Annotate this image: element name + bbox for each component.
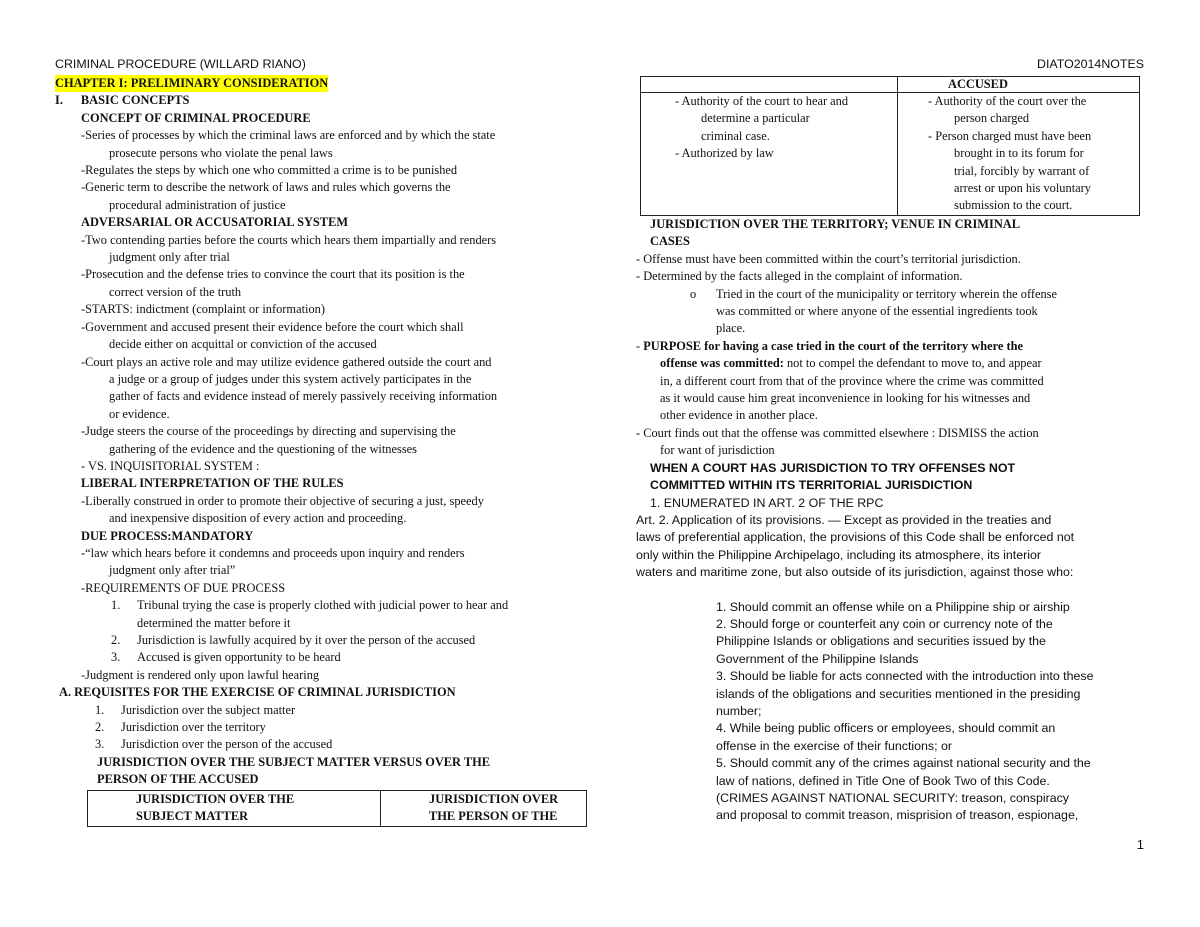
versus-title: JURISDICTION OVER THE SUBJECT MATTER VERSUS OVER THE — [97, 754, 491, 769]
section-number: I. — [55, 93, 63, 108]
doc-header-right: DIATO2014NOTES — [1037, 57, 1144, 71]
page-number: 1 — [1136, 837, 1144, 852]
territory-title: JURISDICTION OVER THE TERRITORY; VENUE IN CRIMINAL — [650, 217, 1020, 231]
text-line: -STARTS: indictment (complaint or information) — [81, 302, 325, 317]
territory-title-cont: CASES — [650, 234, 690, 249]
doc-header-left: CRIMINAL PROCEDURE (WILLARD RIANO) — [55, 57, 306, 71]
table-head-subject-matter: JURISDICTION OVER THE SUBJECT MATTER — [88, 791, 381, 827]
text-line: judgment only after trial” — [109, 563, 236, 578]
spacer — [636, 582, 1146, 599]
text-line: waters and maritime zone, but also outside of its jurisdiction, against those who: — [636, 565, 1074, 580]
text-line: -Liberally construed in order to promote their objective of securing a just, speedy — [81, 493, 484, 508]
bullet-icon: o — [690, 286, 697, 301]
text-line: -Judge steers the course of the proceedings by directing and supervising the — [81, 424, 456, 439]
list-item: 3. Should be liable for acts connected with the introduction into these — [716, 669, 1094, 684]
list-item: offense in the exercise of their functions; or — [716, 738, 953, 753]
text-line: gather of facts and evidence instead of merely passively receiving information — [109, 389, 498, 404]
list-item: 2. Should forge or counterfeit any coin or currency note of the — [716, 616, 1053, 631]
table-head-accused: ACCUSED — [898, 77, 1140, 93]
enum-title: 1. ENUMERATED IN ART. 2 OF THE RPC — [650, 495, 884, 510]
list-item: 3. Accused is given opportunity to be heard — [111, 650, 341, 665]
list-item: islands of the obligations and securities mentioned in the presiding — [716, 686, 1081, 701]
table-head-left-empty — [641, 77, 898, 93]
text-line: a judge or a group of judges under this system actively participates in the — [109, 371, 472, 386]
text-line: -Two contending parties before the courts which hears them impartially and renders — [81, 232, 497, 247]
text-line: decide either on acquittal or conviction of the accused — [109, 337, 377, 352]
text-line: place. — [716, 321, 746, 336]
text-line: -Court plays an active role and may utilize evidence gathered outside the court and — [81, 354, 492, 369]
list-item: 2. Jurisdiction over the territory — [95, 720, 266, 735]
list-item: 3. Jurisdiction over the person of the accused — [95, 737, 333, 752]
list-item: (CRIMES AGAINST NATIONAL SECURITY: treason, conspiracy — [716, 791, 1069, 805]
text-line: - Court finds out that the offense was committed elsewhere : DISMISS the action — [636, 425, 1039, 440]
when-title: WHEN A COURT HAS JURISDICTION TO TRY OFFENSES NOT — [650, 460, 1016, 475]
chapter-title: CHAPTER I: PRELIMINARY CONSIDERATION — [55, 76, 329, 90]
left-column — [55, 75, 600, 789]
text-line: in, a different court from that of the province where the crime was committed — [660, 373, 1044, 388]
text-line: only within the Philippine Archipelago, including its atmosphere, its interior — [636, 547, 1041, 562]
comparison-table-header — [87, 790, 587, 827]
comparison-table-body — [640, 76, 1140, 216]
section-heading — [55, 92, 600, 109]
text-line: -REQUIREMENTS OF DUE PROCESS — [81, 580, 286, 595]
list-item: 2. Jurisdiction is lawfully acquired by it over the person of the accused — [111, 633, 476, 647]
text-line: and inexpensive disposition of every action and proceeding. — [109, 511, 407, 526]
text-line: prosecute persons who violate the penal laws — [109, 145, 333, 160]
list-item: law of nations, defined in Title One of Book Two of this Code. — [716, 773, 1050, 788]
text-line: for want of jurisdiction — [660, 443, 775, 458]
text-line: -“law which hears before it condemns and proceeds upon inquiry and renders — [81, 545, 465, 560]
list-item: 1. Should commit an offense while on a Philippine ship or airship — [716, 599, 1070, 614]
text-line: - VS. INQUISITORIAL SYSTEM : — [81, 458, 260, 473]
text-line: -Prosecution and the defense tries to convince the court that its position is the — [81, 267, 465, 282]
adversarial-title: ADVERSARIAL OR ACCUSATORIAL SYSTEM — [81, 215, 349, 230]
requisites-title: A. REQUISITES FOR THE EXERCISE OF CRIMINAL JURISDICTION — [59, 685, 456, 700]
list-item: and proposal to commit treason, misprision of treason, espionage, — [716, 808, 1079, 823]
list-item: Government of the Philippine Islands — [716, 651, 919, 666]
text-line: gathering of the evidence and the questioning of the witnesses — [109, 441, 417, 456]
list-item: determined the matter before it — [137, 615, 291, 630]
right-column — [636, 216, 1146, 825]
text-line: -Series of processes by which the criminal laws are enforced and by which the state — [81, 128, 496, 143]
text-line: judgment only after trial — [109, 250, 230, 265]
list-item: 4. While being public officers or employees, should commit an — [716, 721, 1056, 736]
purpose-line: - PURPOSE for having a case tried in the court of the territory where the — [636, 338, 1024, 353]
text-line: laws of preferential application, the provisions of this Code shall be enforced not — [636, 530, 1075, 545]
text-line: or evidence. — [109, 406, 170, 421]
table-cell-subject-matter: - Authority of the court to hear and determine a particular criminal case. - Authorized by law — [641, 93, 898, 216]
text-line: was committed or where anyone of the essential ingredients took — [716, 304, 1038, 319]
purpose-line-2: offense was committed: not to compel the defendant to move to, and appear — [660, 356, 1042, 371]
bullet-item: o Tried in the court of the municipality or territory wherein the offense — [636, 286, 1146, 303]
text-line: -Judgment is rendered only upon lawful hearing — [81, 667, 320, 682]
section-title: BASIC CONCEPTS — [80, 93, 190, 108]
list-item: 5. Should commit any of the crimes against national security and the — [716, 756, 1091, 771]
list-item: 1. Tribunal trying the case is properly clothed with judicial power to hear and — [111, 598, 509, 613]
table-head-person: JURISDICTION OVER THE PERSON OF THE — [381, 791, 587, 827]
list-item: Philippine Islands or obligations and securities issued by the — [716, 634, 1046, 649]
list-item: 1. Jurisdiction over the subject matter — [95, 702, 296, 717]
text-line: procedural administration of justice — [109, 197, 286, 212]
text-line: - Determined by the facts alleged in the complaint of information. — [636, 269, 963, 284]
table-cell-person: - Authority of the court over the person charged - Person charged must have been brought in to its forum for trial, forcibly by warrant of arrest or upon his voluntary submission to the court. — [898, 93, 1140, 216]
when-title-cont: COMMITTED WITHIN ITS TERRITORIAL JURISDICTION — [650, 478, 973, 493]
text-line: as it would cause him great inconvenience in looking for his witnesses and — [660, 391, 1031, 406]
text-line: - Offense must have been committed within the court’s territorial jurisdiction. — [636, 251, 1021, 266]
text-line: -Generic term to describe the network of laws and rules which governs the — [81, 180, 451, 195]
versus-title-cont: PERSON OF THE ACCUSED — [97, 772, 259, 787]
text-line: correct version of the truth — [109, 284, 242, 299]
text-line: Art. 2. Application of its provisions. — Except as provided in the treaties and — [636, 512, 1052, 527]
text-line: -Regulates the steps by which one who committed a crime is to be punished — [81, 163, 458, 178]
liberal-title: LIBERAL INTERPRETATION OF THE RULES — [81, 476, 344, 491]
list-item: number; — [716, 703, 762, 718]
text-line: -Government and accused present their evidence before the court which shall — [81, 319, 464, 334]
due-process-title: DUE PROCESS:MANDATORY — [81, 528, 254, 543]
concept-title: CONCEPT OF CRIMINAL PROCEDURE — [81, 110, 311, 125]
text-line: other evidence in another place. — [660, 408, 818, 423]
